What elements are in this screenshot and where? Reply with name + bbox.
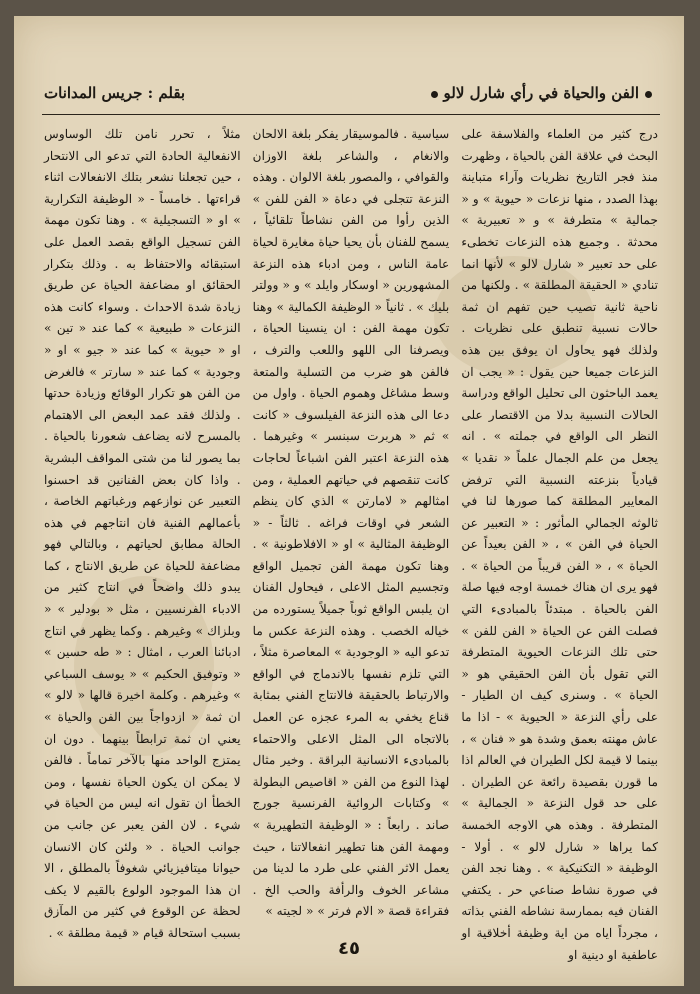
page-header (44, 78, 658, 108)
magazine-page (14, 16, 684, 986)
column-text: مثلاً ، تحرر نامن تلك الوساوس الانفعالية الحادة التي تدعو الى الانتحار ، حين تجعلنا نشعر بتلك الانفعالات اثناء قراءتها . خامساً - « الوظيفة التكرارية » او « التسجيلية » . وهنا تكون مهمة الفن تسجيل الواقع بقصد العمل على استبقائه والاحتفاظ به . وذلك بتكرار الحقائق او مضاعفة الحياة عن طريق زيادة شدة الاحداث . وسواء كانت هذه النزعات « طبيعية » كما عند « تين » او « حيوية » كما عند « جيو » او « وجودية » كما عند « سارتر » فالغرض من الفن هو تكرار الوقائع وزيادة حدتها . ولذلك فقد عمد البعض الى الاهتمام بالمسرح لانه يضاعف شعورنا بالحياة . بما يصور لنا من شتى المواقف البشرية . واذا كان بعض الفنانين قد احسنوا التعبير عن نوازعهم ورغباتهم الخاصة ، بأعمالهم الفنية فان انتاجهم في هذه الحالة مطابق لحياتهم ، وبالتالي فهو مضاعفة للحياة عن طريق الانتاج ، كما يبدو ذلك واضحاً في انتاج كثير من الادباء الفرنسيين ، مثل « بودلير » « وبلزاك » وغيرهم . وكما يظهر في انتاج ادبائنا العرب ، امثال : « طه حسين » « وتوفيق الحكيم » « يوسف السباعي » وغيرهم . وكلمة اخيرة قالها « لالو » ان ثمة « ازدواجاً بين الفن والحياة » يعني ان ثمة ترابطاً بينهما . دون ان يمتزج الواحد منها بالآخر تماماً . فالفن لا يمكن ان يكون الحياة نفسها ، ومن الخطأ ان تقول انه ليس من الحياة في شيء . لان الفن يعبر عن جانب من جوانب الحياة . « ولئن كان الانسان حيوانا ميتافيزيائي شغوفاً بالمطلق ، الا ان هذا الموجود الولوع بالقيم لا يكف لحظة عن الوقوع في كثير من المآزق بسبب استحالة قيام « قيمة مطلقة » . (43, 127, 241, 940)
author-byline: بقلم : جريس المدانات (44, 84, 186, 102)
text-column-2 (253, 124, 450, 939)
text-column-1 (461, 124, 658, 962)
header-rule (42, 114, 660, 115)
bullet-icon (645, 91, 652, 98)
article-title: الفن والحياة في رأي شارل لالو (425, 84, 658, 102)
page-number: ٤٥ (338, 938, 360, 959)
column-text: درج كثير من العلماء والفلاسفة على البحث في علاقة الفن بالحياة ، وظهرت منذ فجر التاريخ نظريات وآراء متباينة بهذا الصدد ، منها نزعات « حيوية » و « جمالية » متطرفة » و « تعبيرية » محدثة . وجميع هذه النزعات تخطىء على حد تعبير « شارل لالو » لأنها انما تنادي « الحقيقة المطلقة » . ولكنها من ناحية ثانية تصيب حين تفهم ان ثمة حالات نسبية تنطبق على نظريات . ولذلك فهو يحاول ان يوفق بين هذه النزعات جميعا حين يقول : « يجب ان يعمد الباحثون الى تحليل الواقع ودراسة الحالات النسبية بدلا من الاقتصار على النظر الى الواقع في جملته » . انه يجعل من علم الجمال علماً « نقديا » قيادياً بنزعته النسبية التي ترفض المعايير المطلقة كما صورها لنا في ثالوثه الجمالي المأثور : « التعبير عن الحياة في الفن » ، « الفن بعيداً عن الحياة » ، « الفن قريباً من الحياة » . فهو يرى ان هناك خمسة اوجه فيها صلة الفن بالحياة . مبتدئاً بالمبادىء التي فصلت الفن عن الحياة « الفن للفن » حتى تلك النزعات الحيوية المتطرفة التي تقول بأن الفن الحقيقي هو « الحياة » . وسنرى كيف ان الطيار - على رأي النزعة « الحيوية » - اذا ما عاش مهنته بعمق وشدة هو « فنان » ، بينما لا قيمة لكل الطيران في العالم اذا ما قورن بقصيدة رائعة عن الطيران . على حد قول النزعة « الجمالية » المتطرفة . وهذه هي الاوجه الخمسة كما يراها « شارل لالو » . أولا - الوظيفة « التكنيكية » . وهنا نجد الفن في صورة نشاط صناعي حر . يكتفي الفنان فيه بممارسة نشاطه الفني بذاته ، مجرداً اياه من اية وظيفة أخلاقية او عاطفية او دينية او (461, 127, 658, 962)
column-text: سياسية . فالموسيقار يفكر بلغة الالحان والانغام ، والشاعر بلغة الاوزان والقوافي ، والمصور بلغة الالوان . وهذه النزعة تتجلى في دعاة « الفن للفن » الذين رأوا من الفن نشاطاً تلقائياً ، يسمح للفنان بأن يحيا حياة مغايرة لحياة عامة الناس ، ومن ادباء هذه النزعة المشهورين « اوسكار وايلد » و « وولتر بليك » . ثانياً « الوظيفة الكمالية » وهنا تكون مهمة الفن : ان ينسينا الحياة ، ويصرفنا الى اللهو واللعب والترف ، فالفن هو ضرب من التسلية والمتعة وسط مشاغل وهموم الحياة . واول من دعا الى هذه النزعة الفيلسوف « كانت » ثم « هربرت سبنسر » وغيرهما . هذه النزعة اعتبر الفن اشباعاً لحاجات كانت تنقصهم في حياتهم العملية ، ومن امثالهم « لامارتن » الذي كان ينظم الشعر في اوقات فراغه . ثالثاً - « الوظيفة المثالية » او « الافلاطونية » . وهنا تكون مهمة الفن تجميل الواقع وتجسيم المثل الاعلى ، فيحاول الفنان ان يلبس الواقع ثوباً جميلاً يستورده من خياله الخصب . وهذه النزعة عكس ما تدعو اليه « الوجودية » المعاصرة مثلاً ، التي تلزم نفسها بالاندماج في الواقع والارتباط بالحقيقة فالانتاج الفني بمثابة قناع يخفي به المرء عجزه عن العمل بالاتجاه الى المثل الاعلى والاحتماء بالمبادىء الانسانية البراقة . وخير مثال لهذا النوع من الفن « اقاصيص البطولة » وكتابات الروائية الفرنسية جورج صاند . رابعاً : « الوظيفة التطهيرية » ومهمة الفن هنا تطهير انفعالاتنا ، حيث يعمل الاثر الفني على طرد ما لدينا من مشاعر الخوف والرأفة والحب الخ . فقراءة قصة « الام فرتر » « لجيته » (252, 127, 450, 919)
bullet-icon (431, 91, 438, 98)
text-column-3 (44, 124, 241, 939)
